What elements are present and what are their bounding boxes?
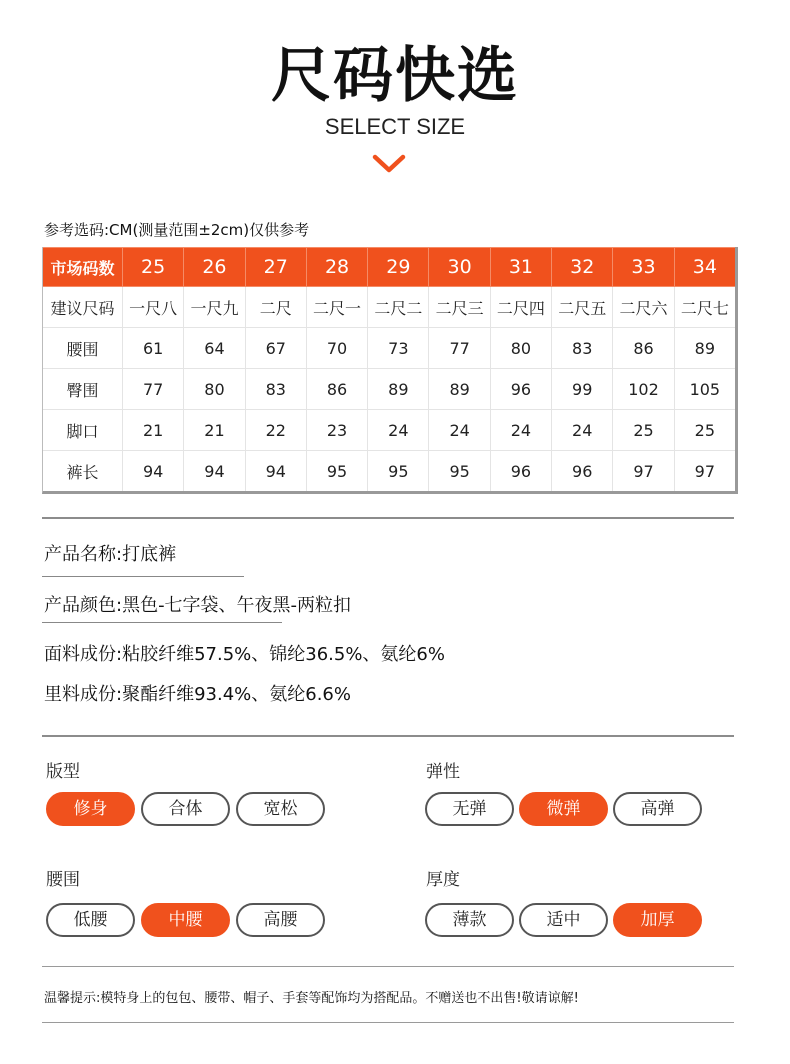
fit-option-slim: 修身 (46, 792, 135, 826)
table-cell: 61 (123, 328, 184, 369)
table-cell: 二尺 (245, 287, 306, 328)
table-cell: 89 (368, 369, 429, 410)
table-cell: 一尺九 (184, 287, 245, 328)
size-header-cell: 28 (306, 248, 367, 287)
thickness-option-thin: 薄款 (425, 903, 514, 937)
thickness-option-medium: 适中 (519, 903, 608, 937)
size-header-label: 市场码数 (43, 248, 123, 287)
table-cell: 24 (552, 410, 613, 451)
table-cell: 二尺一 (306, 287, 367, 328)
table-cell: 102 (613, 369, 674, 410)
table-cell: 二尺三 (429, 287, 490, 328)
table-cell: 二尺七 (674, 287, 735, 328)
size-header-cell: 31 (490, 248, 551, 287)
fit-option-regular: 合体 (141, 792, 230, 826)
waist-option-low: 低腰 (46, 903, 135, 937)
table-cell: 83 (552, 328, 613, 369)
table-cell: 96 (490, 369, 551, 410)
size-header-cell: 34 (674, 248, 735, 287)
attr-fit-title: 版型 (46, 762, 80, 782)
attr-thickness-title: 厚度 (426, 870, 460, 890)
table-cell: 105 (674, 369, 735, 410)
divider (42, 1022, 734, 1023)
table-cell: 25 (613, 410, 674, 451)
row-label: 臀围 (43, 369, 123, 410)
fit-option-loose: 宽松 (236, 792, 325, 826)
size-header-cell: 33 (613, 248, 674, 287)
table-cell: 二尺二 (368, 287, 429, 328)
table-cell: 77 (429, 328, 490, 369)
elasticity-option-slight: 微弹 (519, 792, 608, 826)
table-row (43, 287, 736, 328)
table-cell: 80 (184, 369, 245, 410)
table-cell: 97 (674, 451, 735, 492)
table-cell: 95 (429, 451, 490, 492)
table-cell: 一尺八 (123, 287, 184, 328)
table-cell: 77 (123, 369, 184, 410)
page-subtitle: SELECT SIZE (324, 114, 466, 139)
table-cell: 24 (429, 410, 490, 451)
table-cell: 95 (306, 451, 367, 492)
size-header-cell: 25 (123, 248, 184, 287)
size-header-cell: 27 (245, 248, 306, 287)
table-cell: 64 (184, 328, 245, 369)
product-color: 产品颜色:黑色-七字袋、午夜黑-两粒扣 (44, 595, 352, 616)
elasticity-option-none: 无弹 (425, 792, 514, 826)
divider (42, 517, 734, 519)
chevron-down-icon (372, 154, 406, 174)
size-header-cell: 29 (368, 248, 429, 287)
page-title: 尺码快选 (271, 41, 519, 111)
divider (42, 622, 282, 623)
table-cell: 25 (674, 410, 735, 451)
table-cell: 99 (552, 369, 613, 410)
table-row (43, 451, 736, 492)
product-name: 产品名称:打底裤 (44, 544, 177, 565)
measurement-note: 参考选码:CM(测量范围±2cm)仅供参考 (44, 221, 310, 239)
table-cell: 24 (368, 410, 429, 451)
table-cell: 96 (490, 451, 551, 492)
size-table (42, 247, 736, 492)
waist-option-high: 高腰 (236, 903, 325, 937)
size-header-cell: 26 (184, 248, 245, 287)
product-fabric: 面料成份:粘胶纤维57.5%、锦纶36.5%、氨纶6% (44, 644, 445, 665)
table-cell: 83 (245, 369, 306, 410)
divider (42, 966, 734, 967)
table-cell: 86 (613, 328, 674, 369)
table-row (43, 328, 736, 369)
attr-elasticity-title: 弹性 (426, 762, 460, 782)
table-cell: 73 (368, 328, 429, 369)
row-label: 建议尺码 (43, 287, 123, 328)
waist-option-mid: 中腰 (141, 903, 230, 937)
table-cell: 94 (184, 451, 245, 492)
table-cell: 二尺四 (490, 287, 551, 328)
row-label: 腰围 (43, 328, 123, 369)
table-row (43, 369, 736, 410)
size-header-cell: 30 (429, 248, 490, 287)
divider (42, 576, 244, 577)
size-header-row (43, 248, 736, 287)
table-cell: 二尺六 (613, 287, 674, 328)
row-label: 脚口 (43, 410, 123, 451)
table-cell: 95 (368, 451, 429, 492)
table-cell: 二尺五 (552, 287, 613, 328)
table-cell: 24 (490, 410, 551, 451)
attr-waist-title: 腰围 (46, 870, 80, 890)
table-cell: 94 (245, 451, 306, 492)
table-cell: 97 (613, 451, 674, 492)
row-label: 裤长 (43, 451, 123, 492)
table-cell: 80 (490, 328, 551, 369)
product-lining: 里料成份:聚酯纤维93.4%、氨纶6.6% (44, 684, 351, 705)
table-cell: 23 (306, 410, 367, 451)
table-cell: 21 (123, 410, 184, 451)
table-cell: 86 (306, 369, 367, 410)
table-cell: 67 (245, 328, 306, 369)
table-cell: 89 (429, 369, 490, 410)
elasticity-option-high: 高弹 (613, 792, 702, 826)
size-header-cell: 32 (552, 248, 613, 287)
table-cell: 21 (184, 410, 245, 451)
table-cell: 70 (306, 328, 367, 369)
table-cell: 96 (552, 451, 613, 492)
thickness-option-thick: 加厚 (613, 903, 702, 937)
table-row (43, 410, 736, 451)
table-cell: 94 (123, 451, 184, 492)
table-cell: 22 (245, 410, 306, 451)
table-cell: 89 (674, 328, 735, 369)
divider (42, 735, 734, 737)
disclaimer-tip: 温馨提示:模特身上的包包、腰带、帽子、手套等配饰均为搭配品。不赠送也不出售!敬请谅解! (44, 991, 579, 1006)
